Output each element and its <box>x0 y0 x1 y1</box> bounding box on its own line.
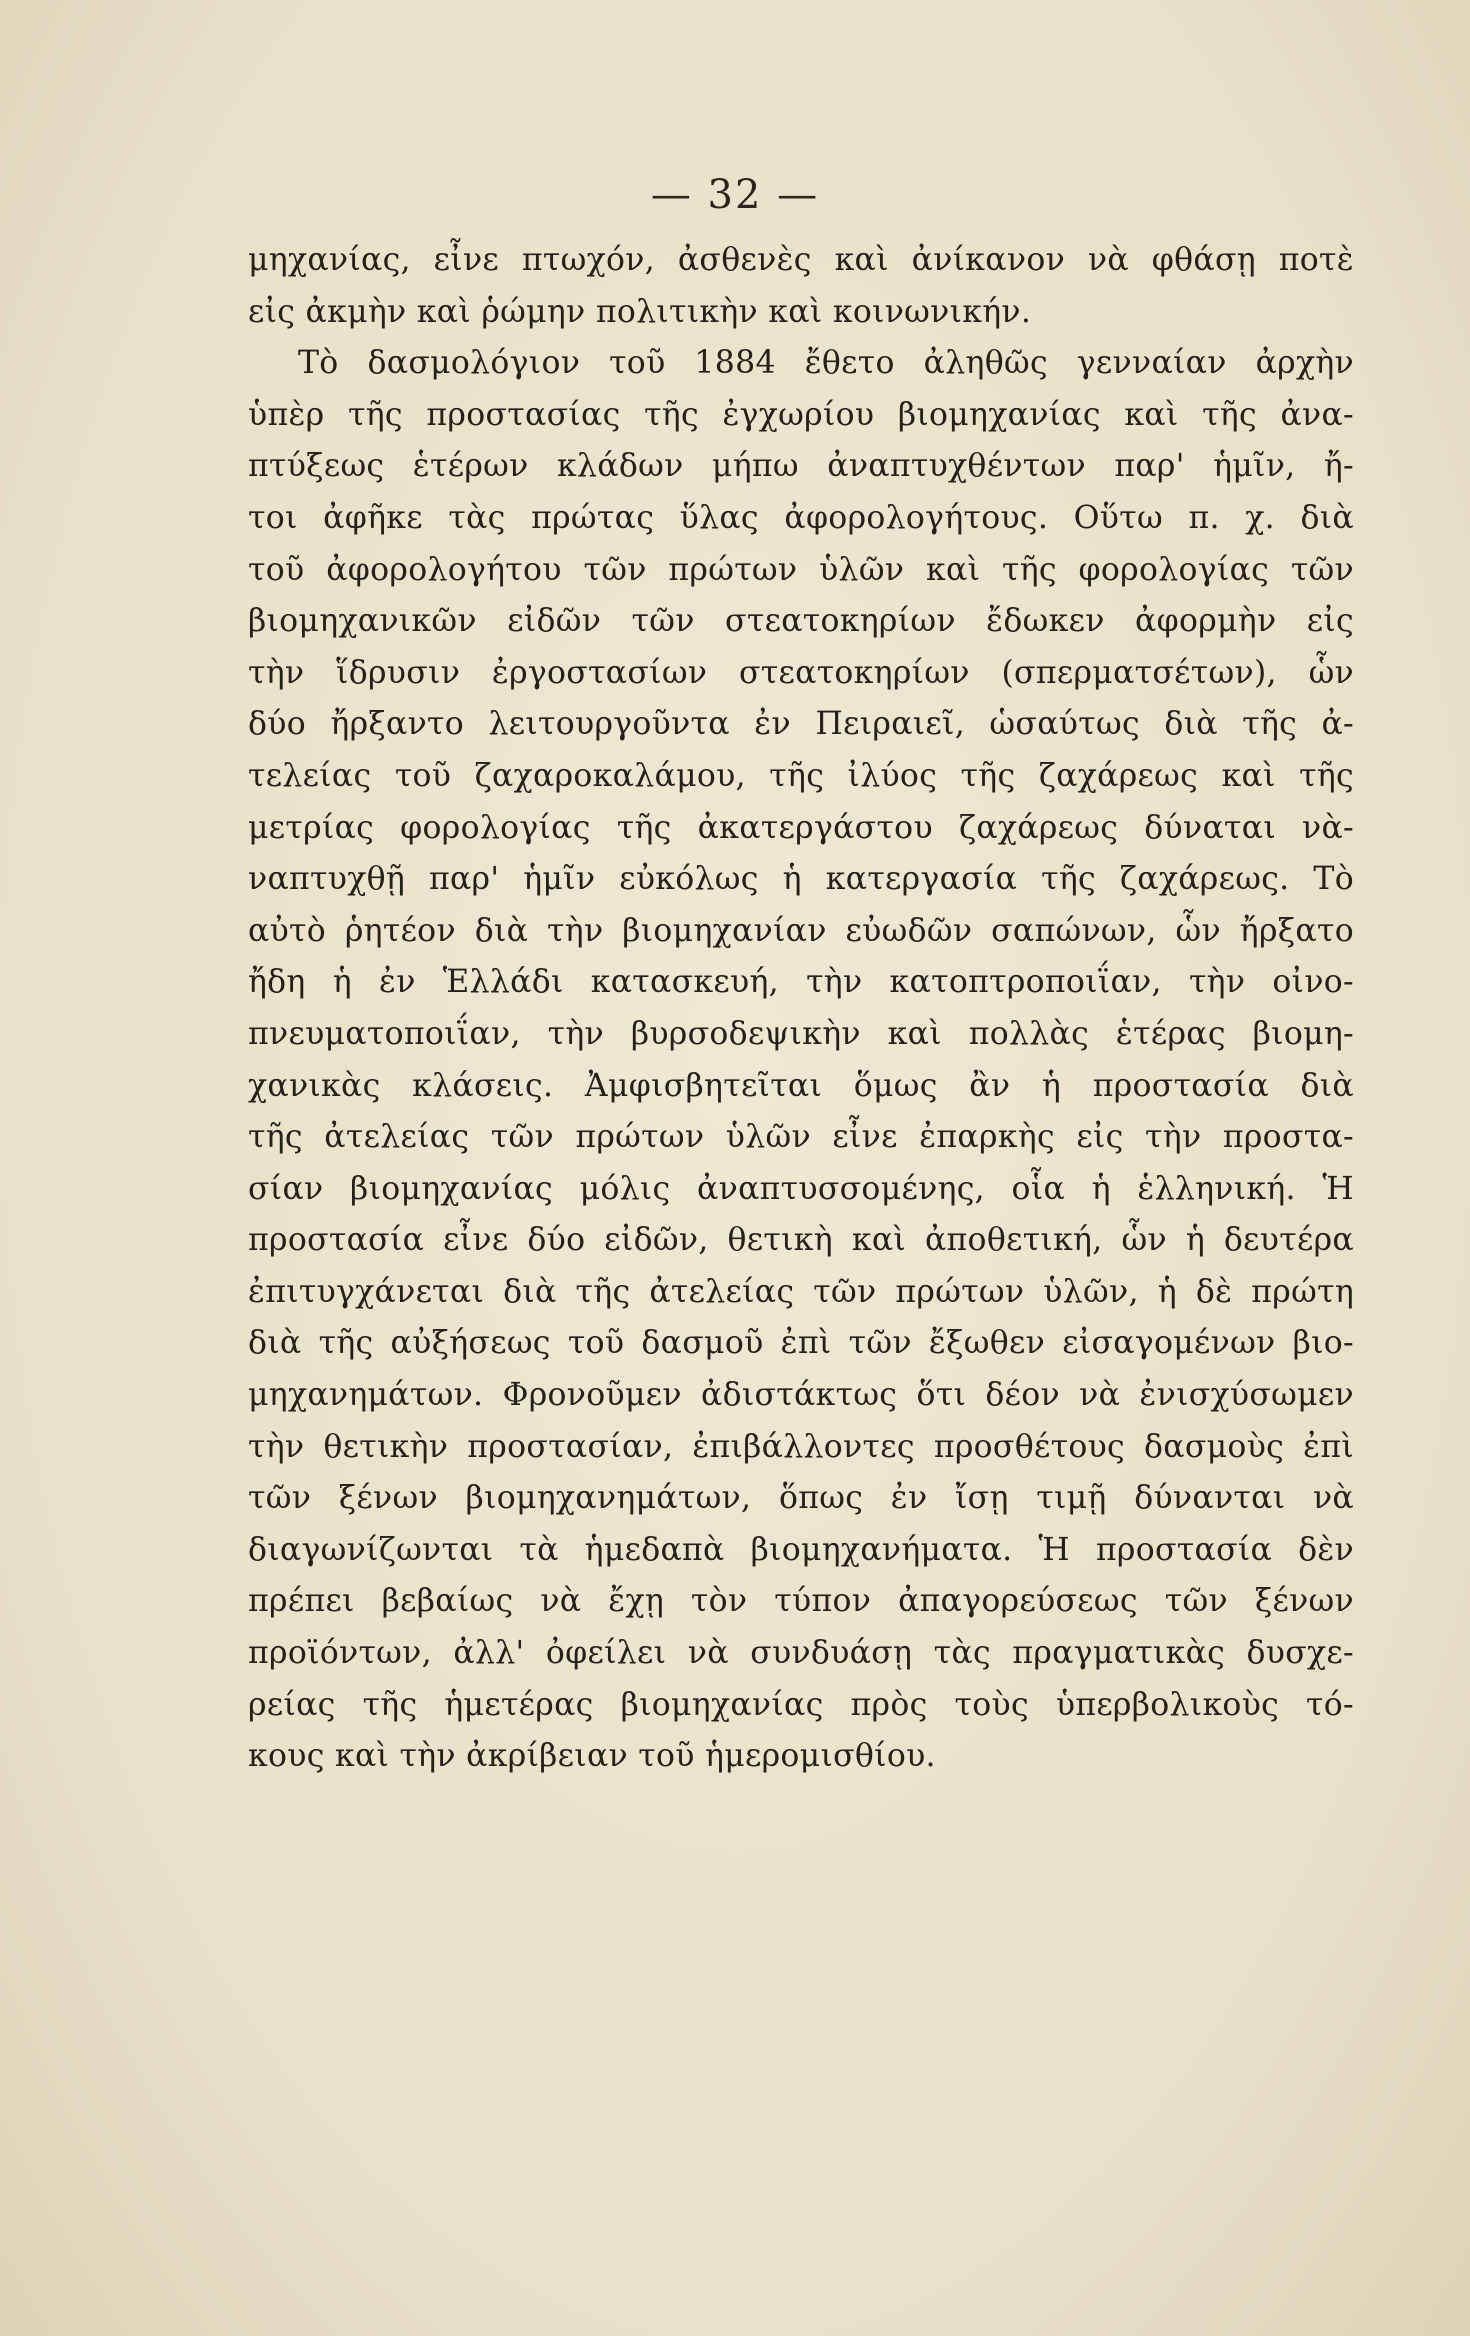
text-line: διὰ τῆς αὐξήσεως τοῦ δασμοῦ ἐπὶ τῶν ἔξωθεν εἰσαγομένων βιο- <box>248 1325 1354 1362</box>
text-line: ἐπιτυγχάνεται διὰ τῆς ἀτελείας τῶν πρώτων ὑλῶν, ἡ δὲ πρώτη <box>248 1273 1354 1310</box>
text-line: τῶν ξένων βιομηχανημάτων, ὅπως ἐν ἴσῃ τιμῇ δύνανται νὰ <box>248 1480 1354 1517</box>
text-line: σίαν βιομηχανίας μόλις ἀναπτυσσομένης, οἷα ἡ ἑλληνική. Ἡ <box>248 1170 1354 1207</box>
text-line: τὴν θετικὴν προστασίαν, ἐπιβάλλοντες προσθέτους δασμοὺς ἐπὶ <box>248 1428 1354 1465</box>
text-line: βιομηχανικῶν εἰδῶν τῶν στεατοκηρίων ἔδωκεν ἀφορμὴν εἰς <box>248 603 1354 640</box>
text-line: πτύξεως ἑτέρων κλάδων μήπω ἀναπτυχθέντων παρ' ἡμῖν, ἤ- <box>248 448 1354 485</box>
page-number: — 32 — <box>650 172 820 218</box>
body-text <box>248 235 1354 1783</box>
text-line: προστασία εἶνε δύο εἰδῶν, θετικὴ καὶ ἀποθετική, ὧν ἡ δευτέρα <box>248 1222 1354 1259</box>
text-line: τοῦ ἀφορολογήτου τῶν πρώτων ὑλῶν καὶ τῆς φορολογίας τῶν <box>248 551 1354 588</box>
text-line: τὴν ἵδρυσιν ἐργοστασίων στεατοκηρίων (σπερματσέτων), ὧν <box>248 654 1354 691</box>
text-line: κους καὶ τὴν ἀκρίβειαν τοῦ ἡμερομισθίου. <box>248 1738 936 1775</box>
text-line: εἰς ἀκμὴν καὶ ῥώμην πολιτικὴν καὶ κοινωνικήν. <box>248 293 1032 330</box>
text-line: Τὸ δασμολόγιον τοῦ 1884 ἔθετο ἀληθῶς γενναίαν ἀρχὴν <box>298 345 1354 382</box>
text-line: διαγωνίζωνται τὰ ἡμεδαπὰ βιομηχανήματα. Ἡ προστασία δὲν <box>248 1531 1354 1568</box>
text-line: τοι ἀφῆκε τὰς πρώτας ὕλας ἀφορολογήτους. Οὕτω π. χ. διὰ <box>248 499 1354 536</box>
text-line: τῆς ἀτελείας τῶν πρώτων ὑλῶν εἶνε ἐπαρκὴς εἰς τὴν προστα- <box>248 1119 1354 1156</box>
text-line: αὐτὸ ῥητέον διὰ τὴν βιομηχανίαν εὐωδῶν σαπώνων, ὧν ἤρξατο <box>248 912 1354 949</box>
text-line: ἤδη ἡ ἐν Ἑλλάδι κατασκευή, τὴν κατοπτροποιΐαν, τὴν οἰνο- <box>248 964 1354 1001</box>
text-line: μετρίας φορολογίας τῆς ἀκατεργάστου ζαχάρεως δύναται νὰ- <box>248 809 1354 846</box>
text-line: ὑπὲρ τῆς προστασίας τῆς ἐγχωρίου βιομηχανίας καὶ τῆς ἀνα- <box>248 396 1354 433</box>
text-line: μηχανίας, εἶνε πτωχόν, ἀσθενὲς καὶ ἀνίκανον νὰ φθάσῃ ποτὲ <box>248 242 1354 278</box>
text-line: ναπτυχθῇ παρ' ἡμῖν εὐκόλως ἡ κατεργασία τῆς ζαχάρεως. Τὸ <box>248 861 1354 898</box>
text-line: προϊόντων, ἀλλ' ὀφείλει νὰ συνδυάσῃ τὰς πραγματικὰς δυσχε- <box>248 1635 1354 1672</box>
text-line: μηχανημάτων. Φρονοῦμεν ἀδιστάκτως ὅτι δέον νὰ ἐνισχύσωμεν <box>248 1377 1354 1414</box>
text-line: ρείας τῆς ἡμετέρας βιομηχανίας πρὸς τοὺς ὑπερβολικοὺς τό- <box>248 1686 1354 1723</box>
text-line: πρέπει βεβαίως νὰ ἔχῃ τὸν τύπον ἀπαγορεύσεως τῶν ξένων <box>248 1583 1354 1620</box>
text-line: δύο ἤρξαντο λειτουργοῦντα ἐν Πειραιεῖ, ὡσαύτως διὰ τῆς ἀ- <box>248 706 1354 743</box>
text-line: χανικὰς κλάσεις. Ἀμφισβητεῖται ὅμως ἂν ἡ προστασία διὰ <box>248 1067 1354 1104</box>
text-line: πνευματοποιΐαν, τὴν βυρσοδεψικὴν καὶ πολλὰς ἑτέρας βιομη- <box>248 1015 1354 1052</box>
text-line: τελείας τοῦ ζαχαροκαλάμου, τῆς ἰλύος τῆς ζαχάρεως καὶ τῆς <box>248 757 1354 794</box>
